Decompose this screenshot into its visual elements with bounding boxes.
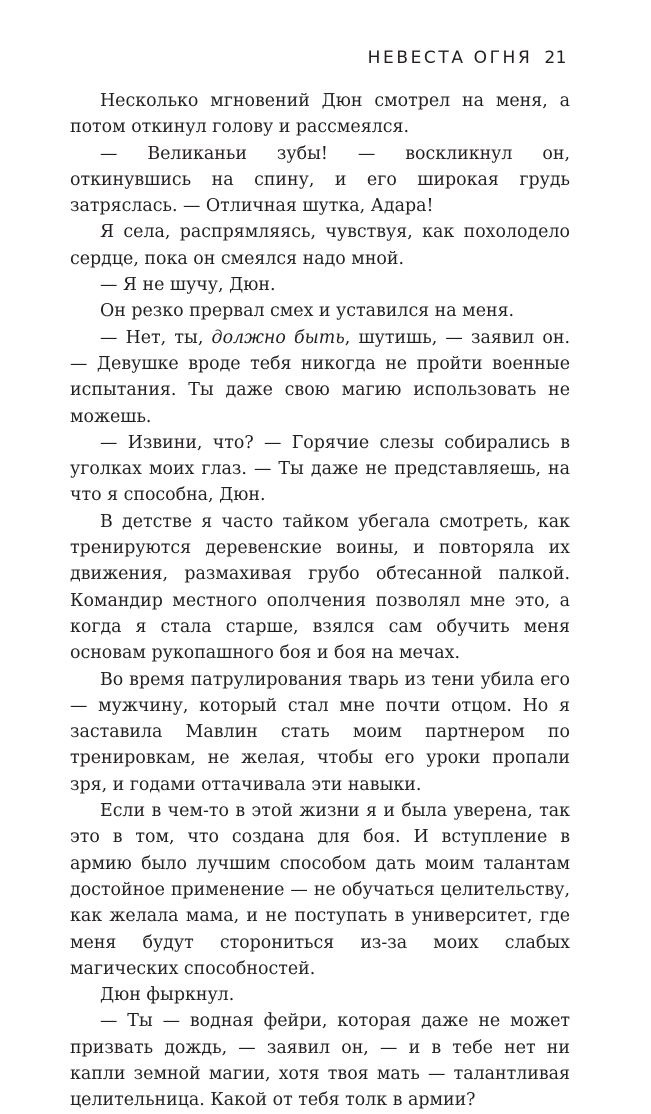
paragraph: Я села, распрямляясь, чувствуя, как похолодело сердце, пока он смеялся надо мной. [70,222,570,269]
paragraph: — Ты — водная фейри, которая даже не может призвать дождь, — заявил он, — и в тебе нет ни капли земной магии, хотя твоя мать — талантливая целительница. Какой от тебя толк в армии? [70,1011,570,1111]
text-run: — Нет, ты, [100,327,212,348]
body-text [70,88,570,1114]
paragraph: Если в чем-то в этой жизни я и была уверена, так это в том, что создана для боя. И вступление в армию было лучшим способом дать моим талантам достойное применение — не обучаться целительству, как желала мама, и не поступать в университет, где меня будут сторониться из-за моих слабых магических способностей. [70,801,570,979]
paragraph: В детстве я часто тайком убегала смотреть, как тренируются деревенские воины, и повторяла их движения, размахивая грубо обтесанной палкой. Командир местного ополчения позволял мне это, а когда я стала старше, взялся сам обучить меня основам рукопашного боя и боя на мечах. [70,511,570,664]
paragraph [70,325,570,430]
paragraph: Он резко прервал смех и уставился на меня. [100,301,515,322]
paragraph: Дюн фыркнул. [100,985,235,1006]
paragraph: Во время патрулирования тварь из тени убила его — мужчину, который стал мне почти отцом. Но я заставила Мавлин стать моим партнером по тренировкам, не желая, чтобы его уроки пропали зря, и годами оттачивала эти навыки. [70,669,570,795]
paragraph: — Извини, что? — Горячие слезы собирались в уголках моих глаз. — Ты даже не представляешь, на что я способна, Дюн. [70,432,570,506]
book-title: НЕВЕСТА ОГНЯ [367,48,533,68]
paragraph: — Великаньи зубы! — воскликнул он, откинувшись на спину, и его широкая грудь затряслась. — Отличная шутка, Адара! [70,143,570,217]
paragraph: — Я не шучу, Дюн. [100,275,276,296]
running-header [368,48,567,68]
italic-emphasis: должно быть [211,327,345,348]
text-run: , шутишь, — заявил он. — Девушке вроде тебя никогда не пройти военные испытания. Ты даже свою магию использовать не можешь. [70,327,571,427]
page-number: 21 [544,48,567,68]
paragraph: Несколько мгновений Дюн смотрел на меня, а потом откинул голову и рассмеялся. [70,91,570,138]
